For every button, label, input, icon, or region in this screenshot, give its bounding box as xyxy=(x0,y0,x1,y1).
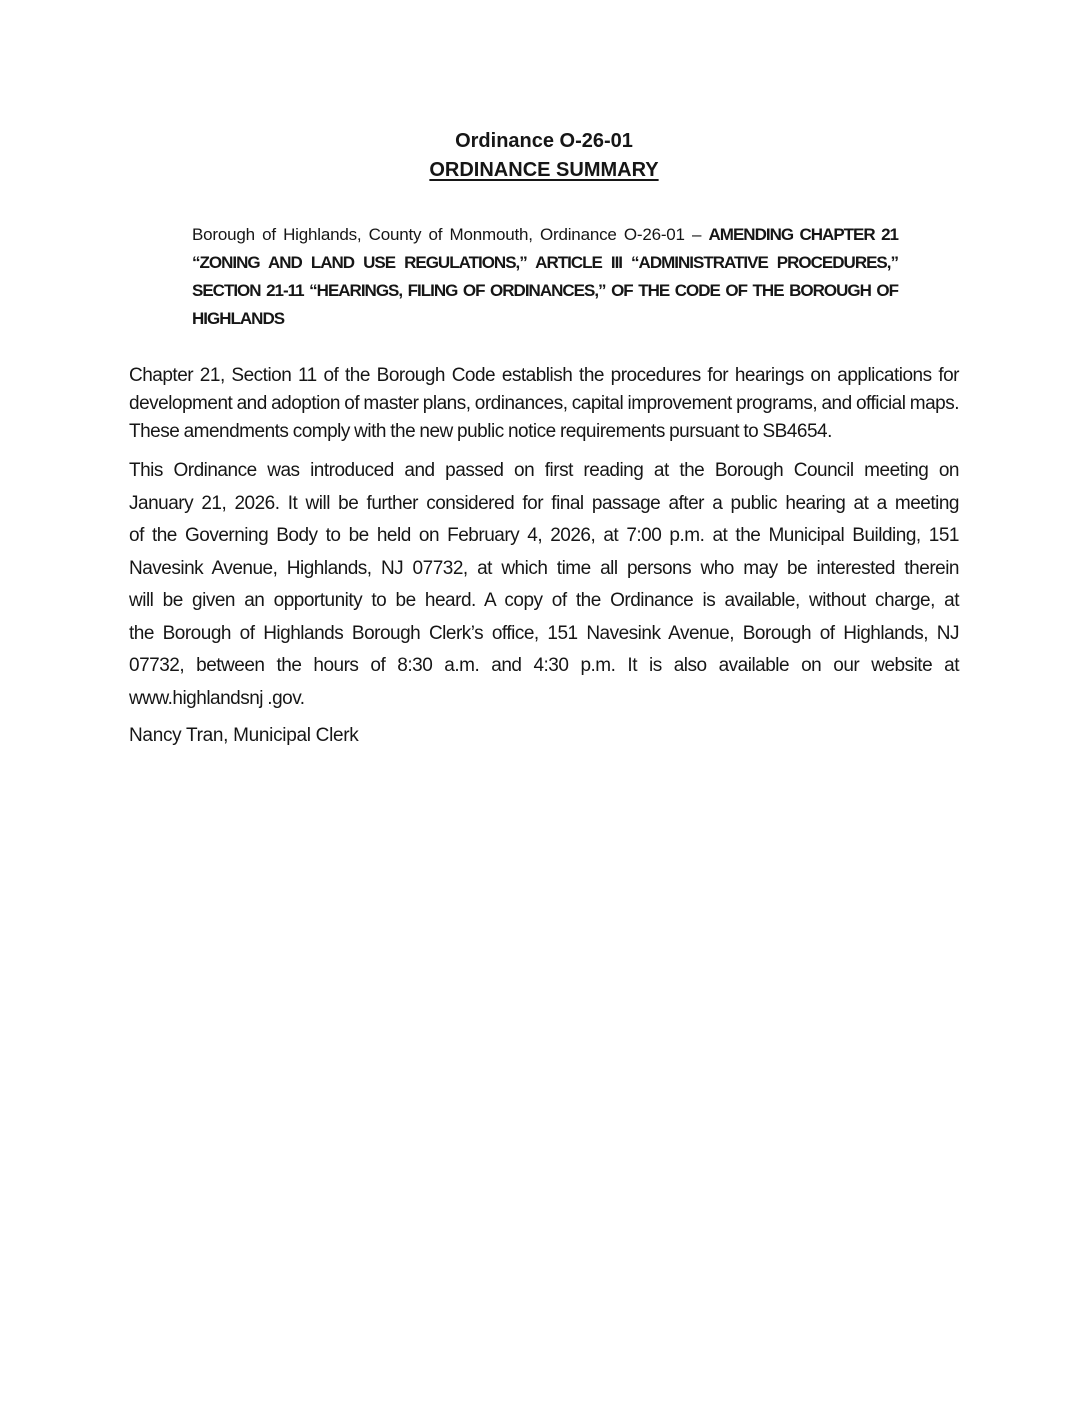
chapter-paragraph xyxy=(129,362,959,446)
ordinance-summary-heading: ORDINANCE SUMMARY xyxy=(429,159,659,181)
text-line: January 21, 2026. It will be further considered for final passage after a public hearing at a meeting xyxy=(129,492,959,514)
notice-paragraph xyxy=(129,455,959,715)
text-line: 07732, between the hours of 8:30 a.m. and 4:30 p.m. It is also available on our website at xyxy=(129,655,959,676)
text-line: the Borough of Highlands Borough Clerk’s office, 151 Navesink Avenue, Borough of Highlands, NJ xyxy=(129,622,959,644)
signature-line: Nancy Tran, Municipal Clerk xyxy=(129,725,359,746)
text-line: development and adoption of master plans, ordinances, capital improvement programs, and official maps. xyxy=(129,393,959,414)
summary-paragraph xyxy=(192,221,898,333)
text-segment: AMENDING CHAPTER 21 “ZONING AND LAND USE REGULATIONS,” ARTICLE III “ADMINISTRATIVE PROCEDURES,” SECTION 21-11 “HEARINGS, FILING OF ORDINANCES,” OF THE CODE OF THE BOROUGH OF HIGHLANDS xyxy=(192,225,899,328)
text-line: Navesink Avenue, Highlands, NJ 07732, at which time all persons who may be interested therein xyxy=(129,557,959,579)
text-line: This Ordinance was introduced and passed on first reading at the Borough Council meeting on xyxy=(129,460,959,481)
text-line: www.highlandsnj .gov. xyxy=(129,687,305,709)
document-title-block xyxy=(129,127,959,185)
text-line: will be given an opportunity to be heard. A copy of the Ordinance is available, without charge, at xyxy=(129,590,959,611)
ordinance-number-title: Ordinance O-26-01 xyxy=(455,130,633,152)
text-line: Chapter 21, Section 11 of the Borough Code establish the procedures for hearings on applications for xyxy=(129,365,959,386)
text-line: of the Governing Body to be held on February 4, 2026, at 7:00 p.m. at the Municipal Building, 151 xyxy=(129,525,959,546)
text-segment: Borough of Highlands, County of Monmouth, Ordinance O-26-01 – xyxy=(192,225,709,244)
text-line: These amendments comply with the new public notice requirements pursuant to SB4654. xyxy=(129,421,832,442)
